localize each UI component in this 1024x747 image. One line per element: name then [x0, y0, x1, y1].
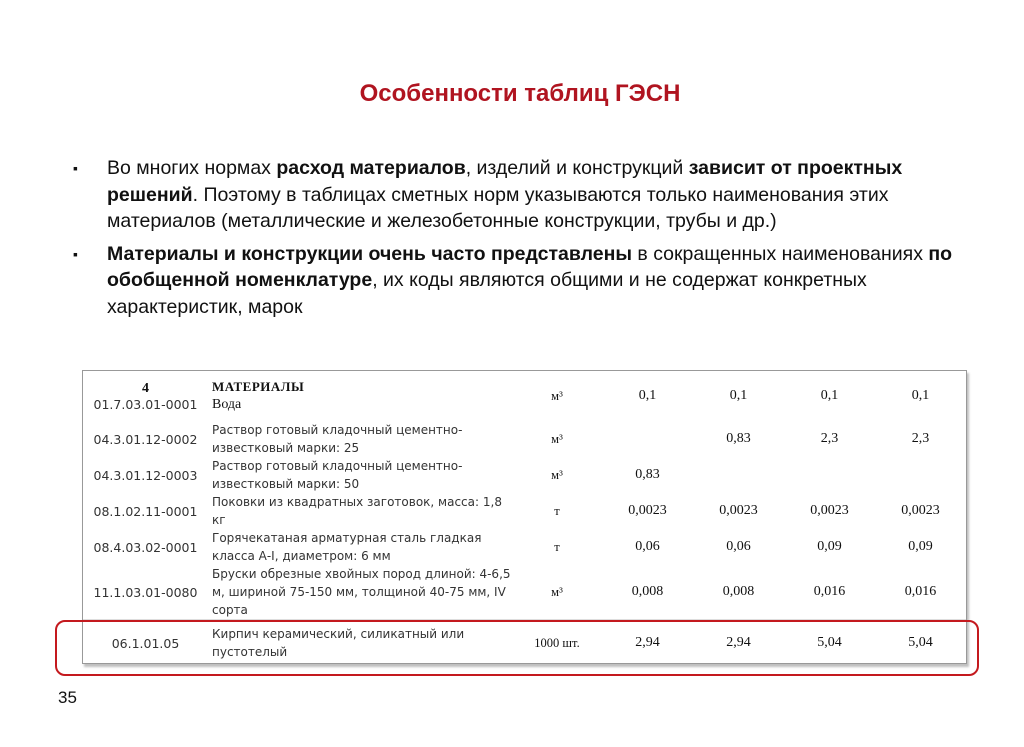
- row-name: Раствор готовый кладочный цементно-известковый марки: 25: [212, 423, 463, 455]
- table-row: [83, 421, 966, 457]
- bullet-2-bold-2: по обобщенной номенклатуре: [107, 242, 953, 291]
- row-value: 0,016: [904, 584, 937, 599]
- table-row: [83, 529, 966, 565]
- row-value: 0,008: [631, 584, 664, 599]
- highlight-frame: [55, 620, 979, 676]
- row-value: 0,09: [908, 539, 933, 554]
- row-value: 0,06: [726, 539, 751, 554]
- table-header-number: 4: [142, 380, 149, 396]
- row-unit: м³: [551, 388, 563, 403]
- row-value: 0,0023: [719, 503, 758, 518]
- row-unit: т: [554, 503, 560, 518]
- row-code: 08.4.03.02-0001: [93, 539, 198, 555]
- bullet-list: [70, 155, 970, 326]
- row-name-text: Вода: [212, 397, 242, 412]
- table-header-materials: МАТЕРИАЛЫ: [212, 379, 305, 394]
- row-value: 5,04: [784, 620, 875, 667]
- row-value: 0,83: [635, 467, 660, 482]
- row-value: 0,1: [911, 388, 930, 403]
- row-value: 0,0023: [901, 503, 940, 518]
- row-code: 06.1.01.05: [83, 620, 208, 667]
- row-name: Раствор готовый кладочный цементно-известковый марки: 50: [212, 459, 463, 491]
- bullet-2-text-2: , их коды являются общими и не содержат конкретных характеристик, марок: [107, 269, 867, 318]
- row-code: 11.1.03.01-0080: [93, 584, 198, 600]
- row-value: 0,1: [638, 388, 657, 403]
- table-row: [83, 457, 966, 493]
- row-value: 2,3: [911, 431, 930, 446]
- page-number: 35: [58, 688, 77, 707]
- bullet-item-1: [70, 155, 970, 235]
- row-name: Поковки из квадратных заготовок, масса: 1,8 кг: [212, 495, 502, 527]
- bullet-2-text-1: в сокращенных наименованиях: [632, 242, 929, 265]
- row-value: 2,3: [820, 431, 839, 446]
- row-name: Кирпич керамический, силикатный или пустотелый: [208, 620, 512, 667]
- table-row: [83, 565, 966, 620]
- slide-title: Особенности таблиц ГЭСН: [359, 80, 681, 107]
- bullet-item-2: [70, 241, 970, 321]
- row-unit: м³: [551, 584, 563, 599]
- row-value: 2,94: [693, 620, 784, 667]
- row-code: 08.1.02.11-0001: [93, 503, 198, 519]
- bullet-2-bold-1: Материалы и конструкции очень часто представлены: [107, 242, 632, 265]
- bullet-1-text-2: , изделий и конструкций: [465, 157, 689, 179]
- row-unit: т: [554, 539, 560, 554]
- row-value: [875, 457, 966, 493]
- row-value: [693, 457, 784, 493]
- bullet-1-text-3: . Поэтому в таблицах сметных норм указываются только наименования этих материалов (металлические и железобетонные конструкции, трубы и др.): [107, 183, 889, 232]
- row-value: 0,06: [635, 539, 660, 554]
- bullet-square-icon: ▪: [73, 245, 78, 262]
- table-row: [83, 371, 966, 421]
- row-name: Бруски обрезные хвойных пород длиной: 4-6,5 м, шириной 75-150 мм, толщиной 40-75 мм, IV сорта: [212, 567, 511, 617]
- row-unit: 1000 шт.: [512, 620, 602, 667]
- row-code-text: 01.7.03.01-0001: [93, 396, 198, 412]
- row-value: 5,04: [875, 620, 966, 667]
- row-value: 0,09: [817, 539, 842, 554]
- row-name: Горячекатаная арматурная сталь гладкая класса А-I, диаметром: 6 мм: [212, 531, 482, 563]
- row-value: 0,016: [813, 584, 846, 599]
- row-value: 0,83: [726, 431, 751, 446]
- bullet-square-icon: ▪: [73, 160, 78, 176]
- row-value: [784, 457, 875, 493]
- row-value: 0,1: [729, 388, 748, 403]
- row-value: 2,94: [602, 620, 693, 667]
- row-code: [83, 371, 208, 421]
- row-value: [602, 421, 693, 457]
- table-row: [83, 493, 966, 529]
- row-value: 0,008: [722, 584, 755, 599]
- row-code: 04.3.01.12-0002: [93, 431, 198, 447]
- row-unit: м³: [551, 431, 563, 446]
- row-name: [208, 371, 512, 421]
- bullet-1-bold-1: расход материалов: [276, 157, 466, 179]
- bullet-1-text-1: Во многих нормах: [107, 157, 277, 179]
- row-value: 0,1: [820, 388, 839, 403]
- row-value: 0,0023: [628, 503, 667, 518]
- row-unit: м³: [551, 467, 563, 482]
- row-code: 04.3.01.12-0003: [93, 467, 198, 483]
- bullet-1-bold-2: зависит от проектных решений: [107, 157, 903, 206]
- row-value: 0,0023: [810, 503, 849, 518]
